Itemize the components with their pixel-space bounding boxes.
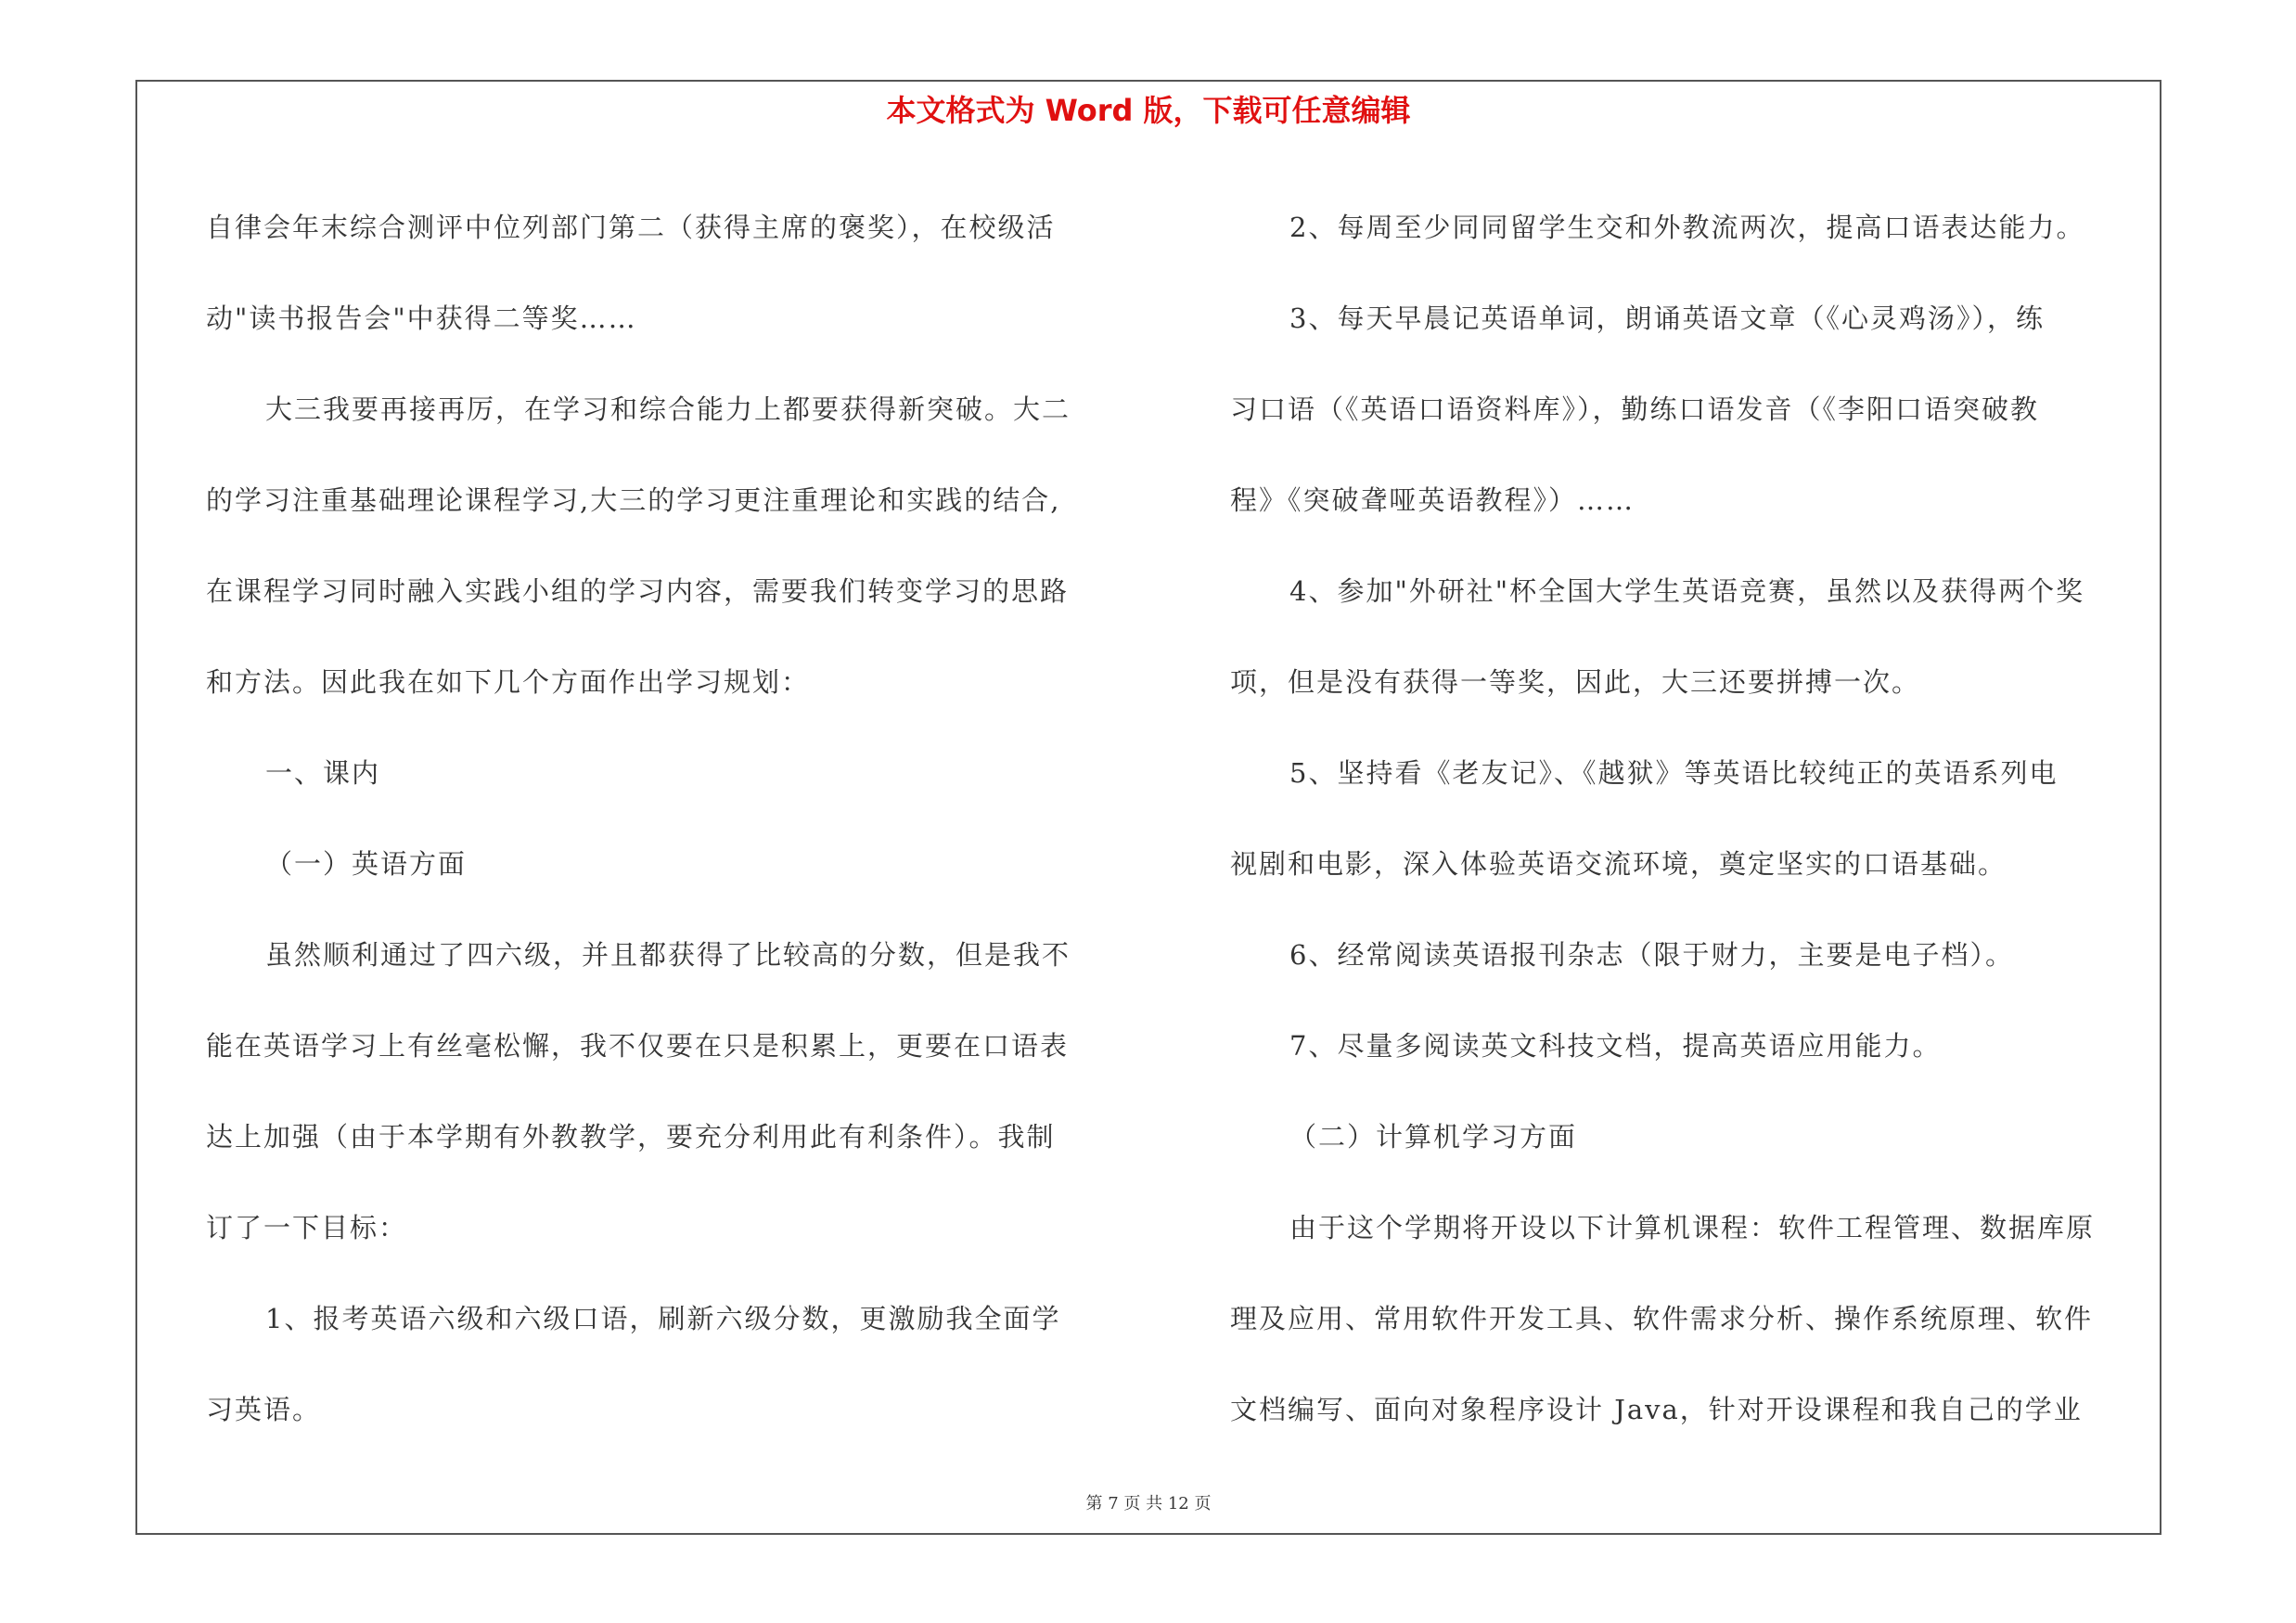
text-line: （一）英语方面 bbox=[265, 848, 468, 880]
text-line: 虽然顺利通过了四六级，并且都获得了比较高的分数，但是我不 bbox=[265, 939, 1071, 971]
text-line: 2、每周至少同同留学生交和外教流两次，提高口语表达能力。 bbox=[1289, 212, 2085, 243]
text-line: 习口语（《英语口语资料库》），勤练口语发音（《李阳口语突破教 bbox=[1230, 393, 2040, 425]
text-line: 能在英语学习上有丝毫松懈，我不仅要在只是积累上，更要在口语表 bbox=[206, 1030, 1070, 1062]
text-line: 由于这个学期将开设以下计算机课程：软件工程管理、数据库原 bbox=[1289, 1212, 2096, 1243]
text-line: 在课程学习同时融入实践小组的学习内容，需要我们转变学习的思路 bbox=[206, 575, 1070, 607]
text-line: 1、报考英语六级和六级口语，刷新六级分数，更激励我全面学 bbox=[265, 1303, 1061, 1334]
text-line: 订了一下目标： bbox=[206, 1212, 408, 1243]
page-number-footer: 第 7 页 共 12 页 bbox=[1085, 1494, 1212, 1514]
text-line: 达上加强（由于本学期有外教教学，要充分利用此有利条件）。我制 bbox=[206, 1121, 1056, 1153]
right-text-column bbox=[1230, 182, 2158, 1455]
text-line: 大三我要再接再厉，在学习和综合能力上都要获得新突破。大二 bbox=[265, 393, 1071, 425]
text-line: 5、坚持看《老友记》、《越狱》等英语比较纯正的英语系列电 bbox=[1289, 757, 2059, 789]
text-line: 习英语。 bbox=[206, 1394, 322, 1425]
text-line: 程》《突破聋哑英语教程》）…… bbox=[1230, 484, 1635, 516]
text-line: 4、参加"外研社"杯全国大学生英语竞赛，虽然以及获得两个奖 bbox=[1289, 575, 2085, 607]
format-notice-banner: 本文格式为 Word 版，下载可任意编辑 bbox=[886, 93, 1411, 128]
text-line: 和方法。因此我在如下几个方面作出学习规划： bbox=[206, 666, 811, 698]
text-line: 动"读书报告会"中获得二等奖…… bbox=[206, 303, 637, 334]
left-text-column bbox=[206, 182, 1145, 1455]
text-line: （二）计算机学习方面 bbox=[1289, 1121, 1578, 1153]
text-line: 的学习注重基础理论课程学习,大三的学习更注重理论和实践的结合, bbox=[206, 484, 1061, 516]
text-line: 自律会年末综合测评中位列部门第二（获得主席的褒奖），在校级活 bbox=[206, 212, 1056, 243]
text-line: 6、经常阅读英语报刊杂志（限于财力，主要是电子档）。 bbox=[1289, 939, 2014, 971]
text-line: 项，但是没有获得一等奖，因此，大三还要拼搏一次。 bbox=[1230, 666, 1921, 698]
text-line: 7、尽量多阅读英文科技文档，提高英语应用能力。 bbox=[1289, 1030, 1942, 1062]
text-line: 文档编写、面向对象程序设计 Java，针对开设课程和我自己的学业 bbox=[1230, 1394, 2083, 1425]
text-line: 3、每天早晨记英语单词，朗诵英语文章（《心灵鸡汤》），练 bbox=[1289, 303, 2045, 334]
text-line: 理及应用、常用软件开发工具、软件需求分析、操作系统原理、软件 bbox=[1230, 1303, 2094, 1334]
text-line: 视剧和电影，深入体验英语交流环境，奠定坚实的口语基础。 bbox=[1230, 848, 2007, 880]
text-line: 一、课内 bbox=[265, 757, 381, 789]
